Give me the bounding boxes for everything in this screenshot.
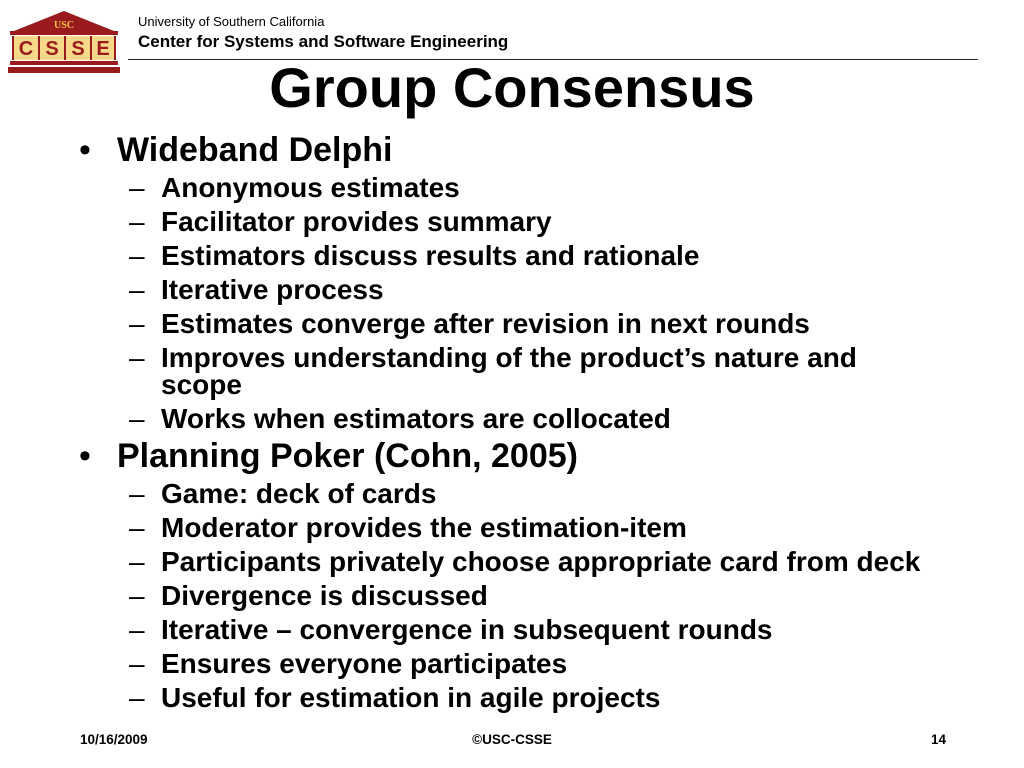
sub-bullet-text: Game: deck of cards bbox=[161, 478, 437, 509]
sub-bullet-item bbox=[0, 344, 1024, 398]
bullet-item bbox=[0, 133, 1024, 167]
bullet-list bbox=[0, 126, 1024, 711]
sub-bullet-text: Ensures everyone participates bbox=[161, 648, 568, 679]
bullet-item bbox=[0, 439, 1024, 473]
bullet-text: Planning Poker (Cohn, 2005) bbox=[117, 437, 578, 475]
dash-marker: – bbox=[129, 512, 145, 543]
dash-marker: – bbox=[129, 614, 145, 645]
sub-bullet-text: Estimates converge after revision in next rounds bbox=[161, 308, 810, 339]
sub-bullet-item bbox=[0, 514, 1024, 541]
sub-bullet-text: Anonymous estimates bbox=[161, 172, 460, 203]
logo-column bbox=[90, 36, 92, 60]
sub-bullet-item bbox=[0, 208, 1024, 235]
header-university: University of Southern California bbox=[138, 14, 325, 29]
header-center: Center for Systems and Software Engineering bbox=[138, 32, 509, 51]
logo-letter: S bbox=[71, 38, 85, 60]
logo-letter: E bbox=[96, 38, 110, 60]
slide-title: Group Consensus bbox=[269, 56, 755, 119]
sub-bullet-text: Facilitator provides summary bbox=[161, 206, 552, 237]
dash-marker: – bbox=[129, 308, 145, 339]
sub-bullet-item bbox=[0, 684, 1024, 711]
dash-marker: – bbox=[129, 682, 145, 713]
sub-bullet-item bbox=[0, 480, 1024, 507]
sub-bullet-item bbox=[0, 174, 1024, 201]
logo-column bbox=[12, 36, 14, 60]
logo-band bbox=[10, 31, 118, 35]
logo-letter: S bbox=[45, 38, 59, 60]
bullet-marker: • bbox=[79, 437, 91, 475]
sub-bullet-item bbox=[0, 242, 1024, 269]
sub-bullet-text: Iterative – convergence in subsequent rounds bbox=[161, 614, 773, 645]
logo-column bbox=[38, 36, 40, 60]
dash-marker: – bbox=[129, 274, 145, 305]
logo-roof-text: USC bbox=[53, 20, 75, 31]
footer-date: 10/16/2009 bbox=[80, 732, 148, 747]
dash-marker: – bbox=[129, 403, 145, 434]
sub-bullet-text: Estimators discuss results and rationale bbox=[161, 240, 700, 271]
sub-bullet-text: Moderator provides the estimation-item bbox=[161, 512, 687, 543]
sub-bullet-item bbox=[0, 405, 1024, 432]
sub-bullet-text: Improves understanding of the product’s nature and scope bbox=[161, 342, 857, 400]
logo-column bbox=[114, 36, 116, 60]
sub-bullet-item bbox=[0, 276, 1024, 303]
dash-marker: – bbox=[129, 478, 145, 509]
dash-marker: – bbox=[129, 240, 145, 271]
sub-bullet-item bbox=[0, 582, 1024, 609]
dash-marker: – bbox=[129, 648, 145, 679]
sub-bullet-text: Divergence is discussed bbox=[161, 580, 488, 611]
logo-letter: C bbox=[18, 38, 34, 60]
sub-bullet-text: Iterative process bbox=[161, 274, 384, 305]
dash-marker: – bbox=[129, 580, 145, 611]
page-number: 14 bbox=[930, 732, 946, 747]
dash-marker: – bbox=[129, 206, 145, 237]
bullet-text: Wideband Delphi bbox=[117, 131, 393, 169]
logo-column bbox=[64, 36, 66, 60]
dash-marker: – bbox=[129, 342, 145, 373]
bullet-marker: • bbox=[79, 131, 91, 169]
sub-bullet-text: Participants privately choose appropriate card from deck bbox=[161, 546, 921, 577]
dash-marker: – bbox=[129, 172, 145, 203]
sub-bullet-text: Works when estimators are collocated bbox=[161, 403, 671, 434]
sub-bullet-item bbox=[0, 616, 1024, 643]
sub-bullet-text: Useful for estimation in agile projects bbox=[161, 682, 661, 713]
sub-bullet-item bbox=[0, 548, 1024, 575]
footer-copyright: ©USC-CSSE bbox=[472, 732, 552, 747]
sub-bullet-item bbox=[0, 310, 1024, 337]
dash-marker: – bbox=[129, 546, 145, 577]
sub-bullet-item bbox=[0, 650, 1024, 677]
